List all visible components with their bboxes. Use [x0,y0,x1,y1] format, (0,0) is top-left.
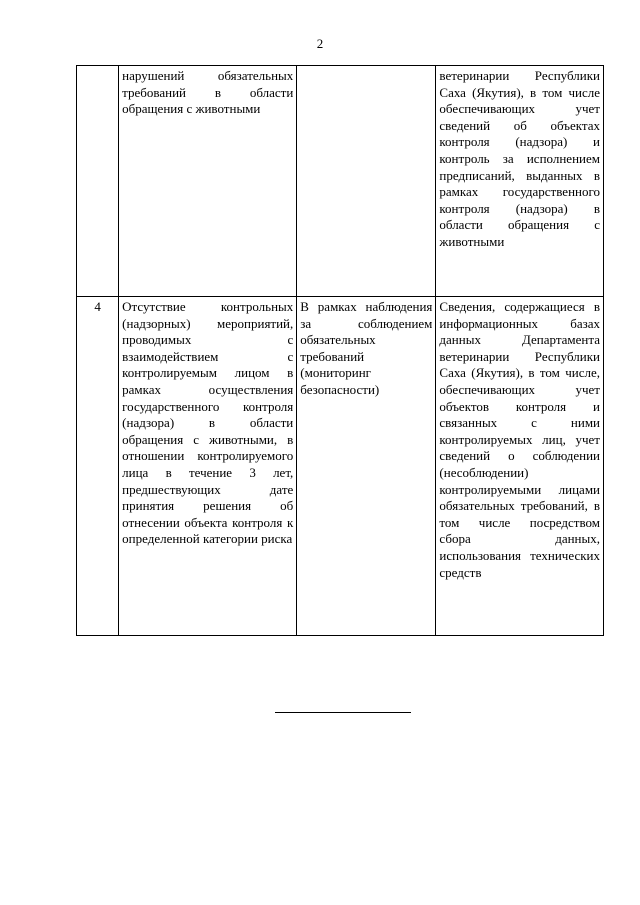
row-number-cell [77,66,119,297]
source-cell: Сведения, содержащиеся в информационных базах данных Департамента ветеринарии Республики Саха (Якутия), в том числе, обеспечивающих учет объектов контроля и связанных с ними контролируемых лиц, учет сведений о соблюдении (несоблюдении) контролируемыми лицами обязательных требований, в том числе посредством сбора данных, использования технических средств [436,297,604,636]
table-row [77,66,604,297]
source-cell: ветеринарии Республики Саха (Якутия), в том числе обеспечивающих учет сведений об объектах контроля (надзора) и контроль за исполнением предписаний, выданных в рамках государственного контроля (надзора) в области обращения с животными [436,66,604,297]
criteria-table [76,65,604,636]
method-cell [297,66,436,297]
page-number: 2 [316,36,324,51]
table-row [77,297,604,636]
row-number-cell: 4 [77,297,119,636]
indicator-cell: нарушений обязательных требований в области обращения с животными [119,66,297,297]
indicator-cell: Отсутствие контрольных (надзорных) мероприятий, проводимых с взаимодействием с контролируемым лицом в рамках осуществления государственного контроля (надзора) в области обращения с животными, в отношении контролируемого лица в течение 3 лет, предшествующих дате принятия решения об отнесении объекта контроля к определенной категории риска [119,297,297,636]
end-of-document-line [275,712,411,713]
method-cell: В рамках наблюдения за соблюдением обязательных требований (мониторинг безопасности) [297,297,436,636]
